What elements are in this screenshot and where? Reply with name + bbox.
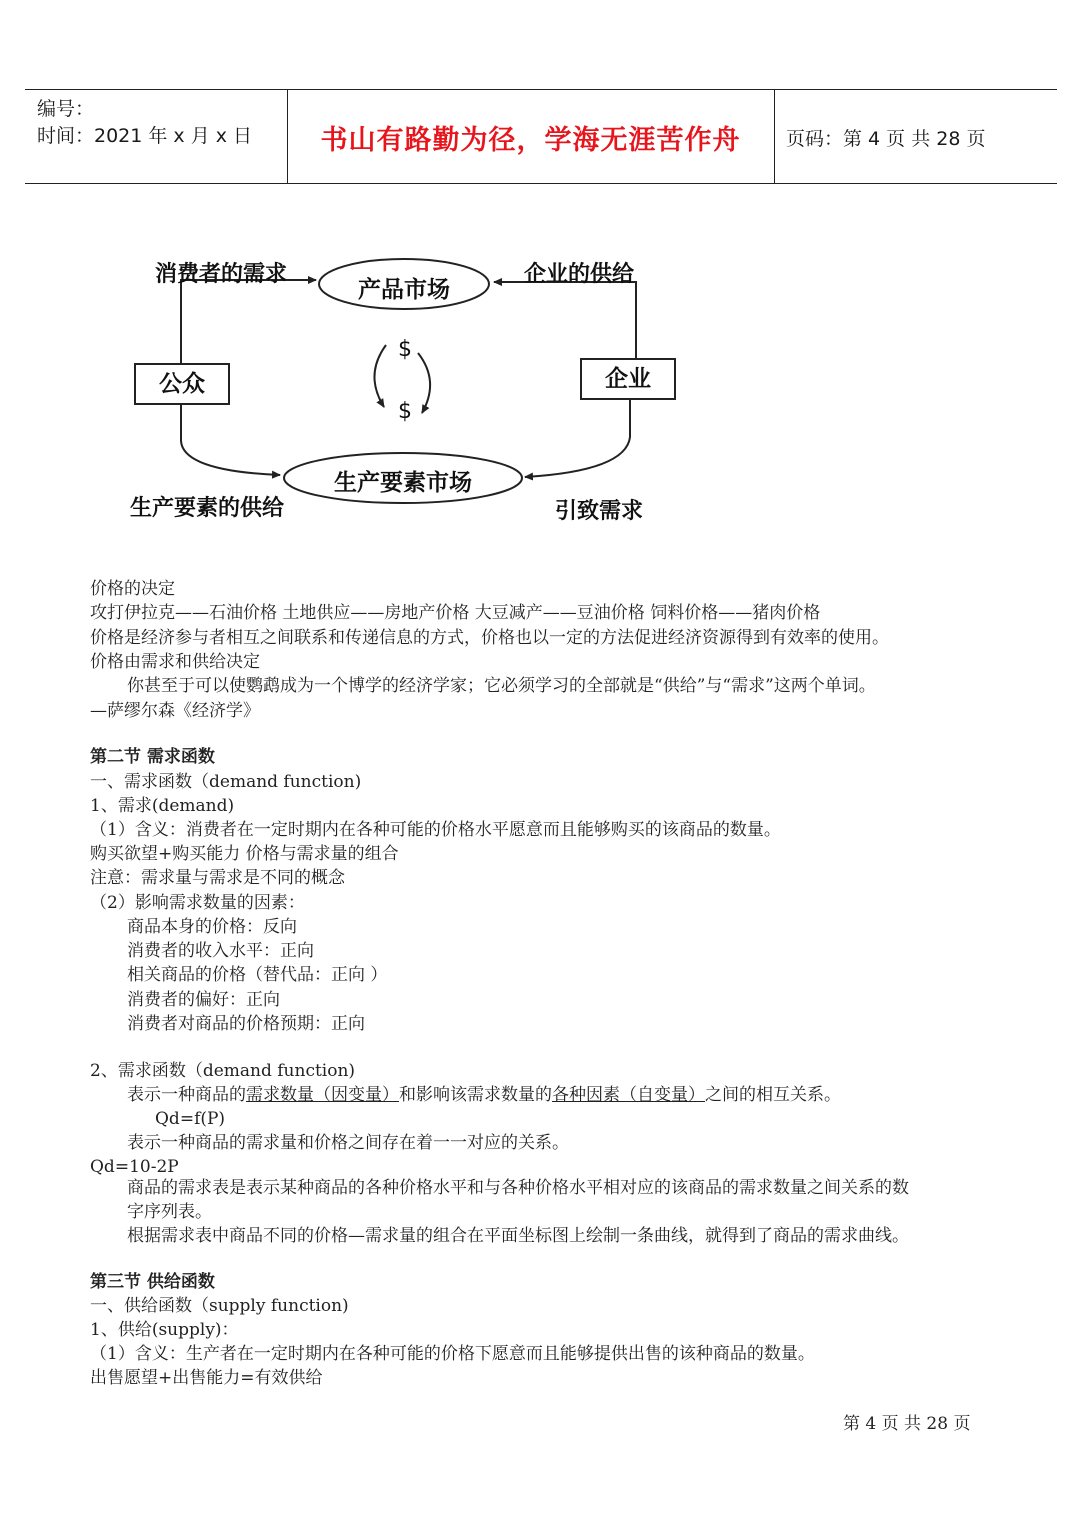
derived-demand-label: 引致需求 xyxy=(555,499,644,524)
factor-item: 消费者的收入水平：正向 xyxy=(127,941,314,961)
text-fragment: 之间的相互关系。 xyxy=(705,1085,841,1105)
money-arrow-left xyxy=(374,345,386,407)
formula: Qd=10-2P xyxy=(90,1157,179,1177)
text-line: 商品的需求表是表示某种商品的各种价格水平和与各种价格水平相对应的该商品的需求数量之间关系的数 xyxy=(127,1178,909,1198)
header-motto-cell xyxy=(287,90,775,183)
number-label: 编号： xyxy=(37,98,95,120)
product-market-label: 产品市场 xyxy=(358,277,450,303)
factor-item: 商品本身的价格：反向 xyxy=(127,917,297,937)
dependent-variable-term: 需求数量（因变量） xyxy=(246,1085,399,1105)
text-line: 字序列表。 xyxy=(127,1202,212,1222)
text-fragment: 表示一种商品的 xyxy=(127,1085,246,1105)
formula: Qd=f(P) xyxy=(155,1109,226,1129)
text-line: 攻打伊拉克——石油价格 土地供应——房地产价格 大豆减产——豆油价格 饲料价格——猪肉价格 xyxy=(90,603,821,623)
text-line: 1、供给(supply)： xyxy=(90,1320,239,1340)
text-line: 价格由需求和供给决定 xyxy=(90,652,260,672)
arrow-public-to-factor xyxy=(181,403,280,475)
dollar-bottom: $ xyxy=(398,399,412,424)
demand-function-definition xyxy=(127,1083,841,1107)
text-line: 注意：需求量与需求是不同的概念 xyxy=(90,868,345,888)
header-info-cell xyxy=(25,90,288,183)
factor-market-label: 生产要素市场 xyxy=(334,470,472,496)
text-line: （1）含义：消费者在一定时期内在各种可能的价格水平愿意而且能够购买的该商品的数量。 xyxy=(90,820,781,840)
independent-variable-term: 各种因素（自变量） xyxy=(552,1085,705,1105)
page-header xyxy=(25,89,1057,184)
section-title-demand: 第二节 需求函数 xyxy=(90,747,215,767)
page-footer: 第 4 页 共 28 页 xyxy=(843,1414,971,1434)
factor-supply-label: 生产要素的供给 xyxy=(130,496,285,521)
factor-item: 消费者对商品的价格预期：正向 xyxy=(127,1014,365,1034)
text-line: 1、需求(demand) xyxy=(90,796,235,816)
text-line: 根据需求表中商品不同的价格—需求量的组合在平面坐标图上绘制一条曲线，就得到了商品的需求曲线。 xyxy=(127,1226,909,1246)
motto: 书山有路勤为径，学海无涯苦作舟 xyxy=(320,125,741,156)
consumer-demand-label: 消费者的需求 xyxy=(155,262,288,287)
text-line: （1）含义：生产者在一定时期内在各种可能的价格下愿意而且能够提供出售的该种商品的数量。 xyxy=(90,1344,815,1364)
arrow-firm-to-product xyxy=(494,282,636,359)
firm-supply-label: 企业的供给 xyxy=(524,262,635,287)
arrow-public-to-product xyxy=(181,280,316,367)
money-arrow-right xyxy=(418,353,430,413)
text-line: 一、需求函数（demand function) xyxy=(90,772,362,792)
quote-line: 你甚至于可以使鹦鹉成为一个博学的经济学家；它必须学习的全部就是“供给”与“需求”这两个单词。 xyxy=(127,676,876,696)
quote-author: —萨缪尔森《经济学》 xyxy=(90,701,260,721)
time-label: 时间：2021 年 x 月 x 日 xyxy=(37,125,253,147)
text-line: 出售愿望+出售能力=有效供给 xyxy=(90,1368,323,1388)
factor-item: 消费者的偏好：正向 xyxy=(127,990,280,1010)
firm-box: 企业 xyxy=(580,358,676,400)
section-title-supply: 第三节 供给函数 xyxy=(90,1272,215,1292)
public-box: 公众 xyxy=(134,363,230,405)
text-line: 表示一种商品的需求量和价格之间存在着一一对应的关系。 xyxy=(127,1133,569,1153)
dollar-top: $ xyxy=(398,337,412,362)
text-line: 一、供给函数（supply function) xyxy=(90,1296,349,1316)
text-line: 价格是经济参与者相互之间联系和传递信息的方式，价格也以一定的方法促进经济资源得到有效率的使用。 xyxy=(90,628,889,648)
text-fragment: 和影响该需求数量的 xyxy=(399,1085,552,1105)
heading-price-determination: 价格的决定 xyxy=(90,579,175,599)
text-line: 2、需求函数（demand function) xyxy=(90,1061,356,1081)
page-label: 页码：第 4 页 共 28 页 xyxy=(786,128,986,150)
text-line: （2）影响需求数量的因素： xyxy=(90,893,305,913)
circular-flow-diagram xyxy=(120,245,680,525)
arrow-firm-to-factor xyxy=(525,397,630,477)
factor-item: 相关商品的价格（替代品：正向 ） xyxy=(127,965,388,985)
header-page-cell xyxy=(774,90,1057,183)
text-line: 购买欲望+购买能力 价格与需求量的组合 xyxy=(90,844,399,864)
